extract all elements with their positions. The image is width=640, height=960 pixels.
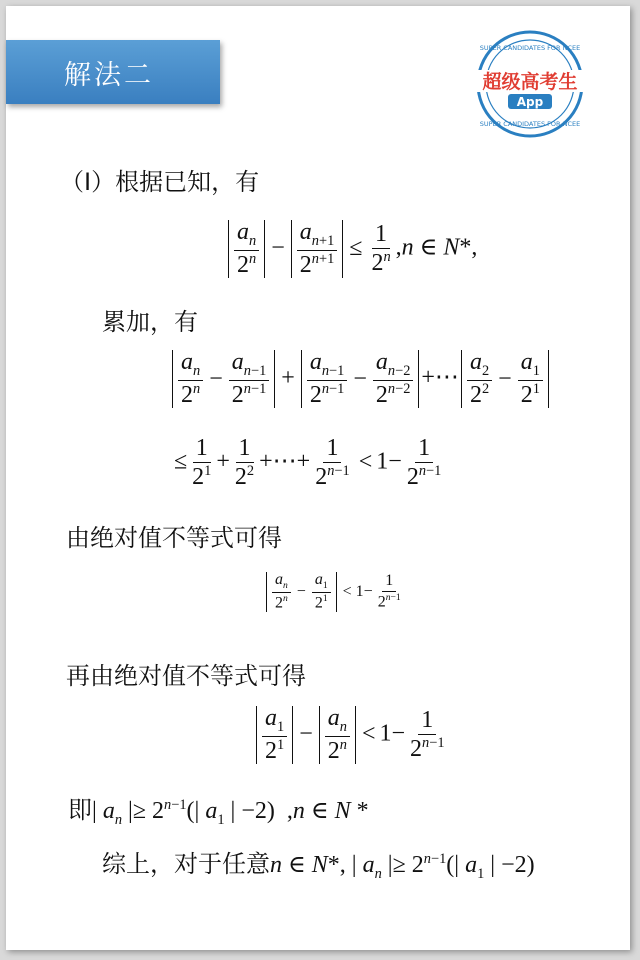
formula-sum-bound: ≤ $\frac{1}{2^1}$ + $\frac{1}{2^2}$ +⋯+ $\frac{1}{2^{n-1}}$ < 1− $\frac{1}{2^{n-1}}$: [174, 435, 442, 491]
formula-given: $\frac{a_n}{2^n}$ − $\frac{a_{n+1}}{2^{n+1}}$ ≤ $\frac{1}{2^n}$ ,n ∈ N*,: [226, 220, 477, 278]
document-page: [6, 6, 630, 950]
conclusion-line: 综上，对于任意n ∈ N*, | $a_n$ |≥ $2^{n-1}(|$ $a_1$ | −2): [102, 850, 535, 882]
abs-ineq-text: 由绝对值不等式可得: [66, 524, 282, 552]
svg-text:App: App: [516, 95, 544, 109]
svg-text:SUPER CANDIDATES FOR NCEE: SUPER CANDIDATES FOR NCEE: [479, 44, 581, 52]
formula-telescoped: $\frac{a_n}{2^n}$ − $\frac{a_1}{2^1}$ < 1− $\frac{1}{2^{n-1}}$: [264, 572, 406, 612]
result-line: 即| $a_n$ |≥ $2^{n-1}(|$ $a_1$ | −2) ,n ∈ N *: [68, 796, 369, 828]
that-is-label: 即: [68, 796, 92, 824]
section-banner: [6, 40, 220, 104]
svg-text:超级高考生: 超级高考生: [482, 71, 578, 93]
conclusion-label: 综上，对于任意: [102, 850, 270, 878]
section-title: 解法二: [64, 59, 154, 91]
formula-sum-abs: $\frac{a_n}{2^n}$ − $\frac{a_{n-1}}{2^{n-1}}$ + $\frac{a_{n-1}}{2^{n-1}}$ − $\frac{a_{n-2}}{2^{n-2}}$ +⋯ $\frac{a_2}{2^2}$ − $\frac{a_1}{2^1}$: [170, 350, 551, 408]
intro-text: （Ⅰ）根据已知，有: [60, 168, 260, 196]
svg-text:SUPER CANDIDATES FOR NCEE: SUPER CANDIDATES FOR NCEE: [479, 120, 581, 128]
again-abs-ineq-text: 再由绝对值不等式可得: [66, 662, 306, 690]
formula-difference: $\frac{a_1}{2^1}$ − $\frac{a_n}{2^n}$ < 1− $\frac{1}{2^{n-1}}$: [254, 706, 450, 764]
superstar-logo-icon: [474, 28, 586, 140]
accumulate-text: 累加，有: [102, 308, 198, 336]
